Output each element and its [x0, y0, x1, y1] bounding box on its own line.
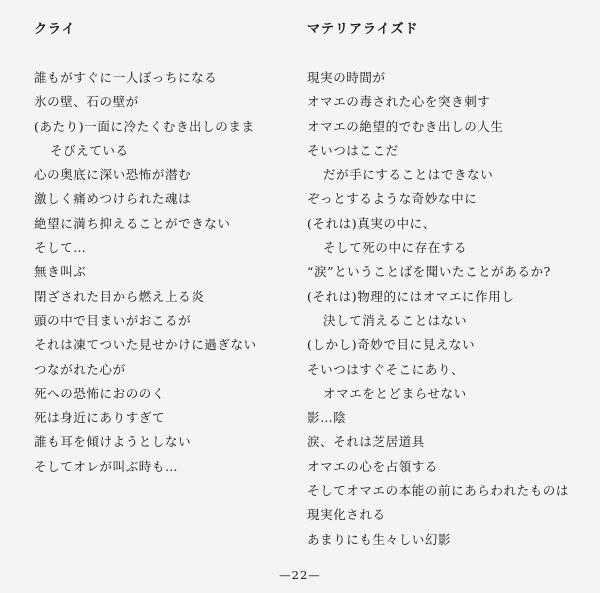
- lyrics-column-materialized: [307, 22, 597, 552]
- lyric-line: 頭の中で目まいがおこるが: [34, 312, 192, 328]
- lyric-line: 死への恐怖におののく: [34, 385, 166, 401]
- lyric-line: だが手にすることはできない: [323, 167, 494, 183]
- lyric-line: 絶望に満ち抑えることができない: [34, 215, 231, 231]
- lyric-line: オマエの心を占領する: [307, 458, 439, 474]
- lyric-line: 死は身近にありすぎて: [34, 410, 166, 426]
- lyric-line: (あたり)一面に冷たくむき出しのまま: [34, 118, 255, 134]
- lyric-line: (それは)真実の中に、: [307, 215, 436, 231]
- lyric-line: そしてオレが叫ぶ時も…: [34, 458, 179, 474]
- lyric-line: “涙”ということばを聞いたことがあるか?: [307, 264, 551, 280]
- lyrics-column-cry: [34, 22, 294, 479]
- song-title: マテリアライズド: [307, 22, 419, 37]
- lyric-line: そいつはここだ: [307, 142, 399, 158]
- lyric-line: そして死の中に存在する: [323, 240, 468, 256]
- lyric-line: (しかし)奇妙で目に見えない: [307, 337, 476, 353]
- lyric-line: 誰もがすぐに一人ぼっちになる: [34, 70, 218, 85]
- lyrics-lines: [307, 66, 597, 552]
- page-number: —22—: [279, 568, 321, 582]
- lyric-line: そして…: [34, 240, 87, 256]
- lyric-line: 現実の時間が: [307, 70, 386, 85]
- lyric-line: オマエをとどまらせない: [323, 385, 467, 401]
- lyric-line: 心の奥底に深い恐怖が潜む: [34, 167, 192, 183]
- lyric-line: オマエの毒された心を突き刺す: [307, 94, 491, 110]
- lyric-line: 現実化される: [307, 507, 386, 523]
- lyric-line: ぞっとするような奇妙な中に: [307, 191, 478, 207]
- lyric-line: 激しく痛めつけられた魂は: [34, 191, 192, 207]
- lyric-line: オマエの絶望的でむき出しの人生: [307, 118, 504, 134]
- lyric-line: それは凍てついた見せかけに過ぎない: [34, 337, 257, 353]
- song-title: クライ: [34, 22, 76, 37]
- lyric-line: 氷の壁、石の壁が: [34, 94, 139, 110]
- lyric-line: そびえている: [50, 142, 129, 158]
- lyric-line: そしてオマエの本能の前にあらわれたものは: [307, 483, 570, 499]
- lyric-line: (それは)物理的にはオマエに作用し: [307, 288, 515, 304]
- lyric-line: 閉ざされた目から燃え上る炎: [34, 288, 205, 304]
- lyric-line: 涙、それは芝居道具: [307, 434, 425, 450]
- lyric-line: あまりにも生々しい幻影: [307, 531, 452, 547]
- lyric-line: そいつはすぐそこにあり、: [307, 361, 465, 377]
- lyric-line: 決して消えることはない: [323, 312, 468, 328]
- lyric-line: 無き叫ぶ: [34, 264, 87, 280]
- lyric-line: 影…陰: [307, 410, 347, 426]
- lyric-line: 誰も耳を傾けようとしない: [34, 434, 192, 450]
- lyric-line: つながれた心が: [34, 361, 126, 377]
- lyrics-lines: [34, 66, 294, 479]
